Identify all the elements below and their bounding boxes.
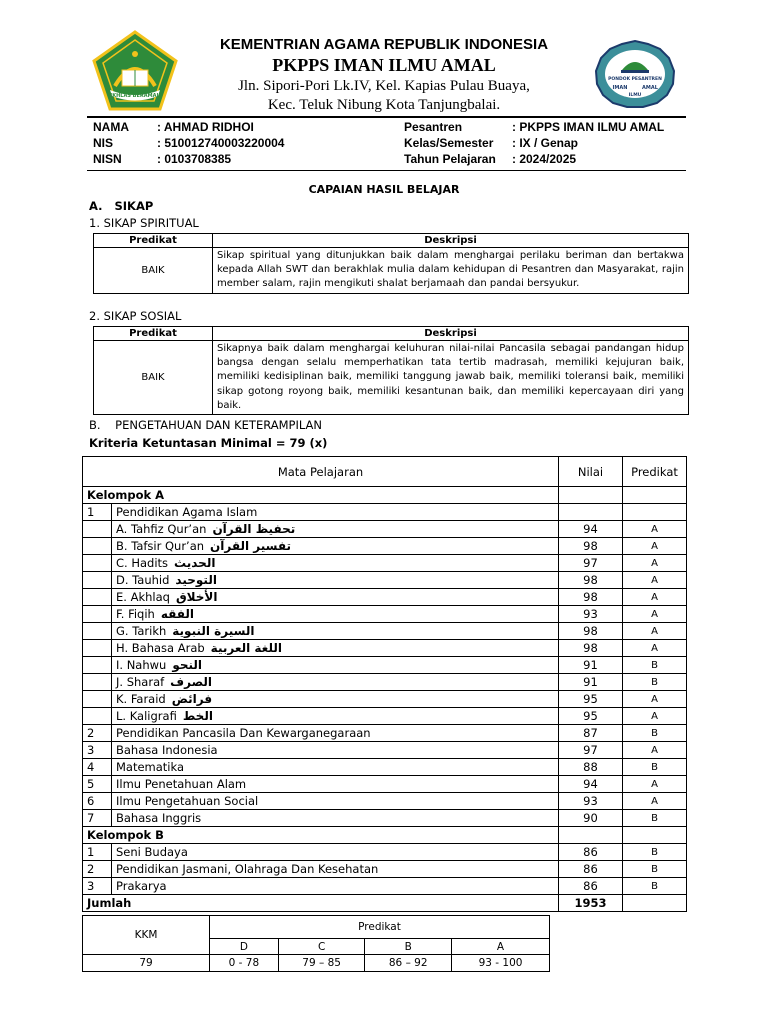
subject-name: Matematika <box>112 759 559 776</box>
subject-row <box>83 844 687 861</box>
subject-no <box>83 572 112 589</box>
pai-predikat <box>623 504 687 521</box>
col-nilai: Nilai <box>559 457 623 487</box>
nis-value: : 510012740003220004 <box>157 136 285 150</box>
grade-range: 79 – 85 <box>278 955 365 972</box>
subject-predikat: A <box>623 623 687 640</box>
address-line-2: Kec. Teluk Nibung Kota Tanjungbalai. <box>267 97 501 113</box>
grade-letter: A <box>452 939 550 955</box>
subject-nilai: 94 <box>559 521 623 538</box>
subject-label: C. Hadits <box>116 556 169 570</box>
subject-row <box>83 538 687 555</box>
subject-name: Pendidikan Jasmani, Olahraga Dan Kesehatan <box>112 861 559 878</box>
report-title: CAPAIAN HASIL BELAJAR <box>308 183 460 196</box>
subject-label: G. Tarikh <box>116 624 167 638</box>
school-address <box>0 77 768 115</box>
svg-text:ILMU: ILMU <box>628 93 642 98</box>
grade-letter: D <box>210 939 279 955</box>
subject-predikat: A <box>623 555 687 572</box>
sosial-col-deskripsi: Deskripsi <box>213 327 689 341</box>
subject-name <box>112 606 559 623</box>
jumlah-value: 1953 <box>559 895 623 912</box>
subject-label: L. Kaligrafi <box>116 709 177 723</box>
col-predikat: Predikat <box>623 457 687 487</box>
spiritual-table <box>93 233 689 294</box>
subject-predikat: A <box>623 640 687 657</box>
subject-nilai: 98 <box>559 538 623 555</box>
subject-row <box>83 725 687 742</box>
subject-name <box>112 572 559 589</box>
school-name: PKPPS IMAN ILMU AMAL <box>272 55 496 75</box>
pai-nilai <box>559 504 623 521</box>
student-info-right <box>404 119 664 167</box>
subject-row <box>83 793 687 810</box>
subject-label: B. Tafsir Qur’an <box>116 539 205 553</box>
kkm-label: KKM <box>83 916 210 955</box>
subject-name <box>112 521 559 538</box>
pesantren-value: : PKPPS IMAN ILMU AMAL <box>512 120 665 134</box>
name-label: NAMA <box>93 120 129 134</box>
subject-arabic: تفسير القرآن <box>210 539 292 553</box>
subject-predikat: A <box>623 589 687 606</box>
subject-name <box>112 657 559 674</box>
spiritual-col-deskripsi: Deskripsi <box>213 234 689 248</box>
subject-predikat: A <box>623 708 687 725</box>
subject-row <box>83 623 687 640</box>
subject-nilai: 97 <box>559 555 623 572</box>
subject-no: 3 <box>83 742 112 759</box>
subject-predikat: A <box>623 521 687 538</box>
subject-predikat: B <box>623 810 687 827</box>
tahun-value: : 2024/2025 <box>512 152 577 166</box>
sosial-table <box>93 326 689 415</box>
subject-name <box>112 674 559 691</box>
jumlah-label: Jumlah <box>83 895 559 912</box>
subject-no <box>83 708 112 725</box>
kkm-value: 79 <box>83 955 210 972</box>
kelompok-a-label: Kelompok A <box>83 487 559 504</box>
subject-predikat: A <box>623 572 687 589</box>
subject-name <box>112 640 559 657</box>
pesantren-label: Pesantren <box>404 120 463 134</box>
subject-name <box>112 708 559 725</box>
svg-text:AMAL: AMAL <box>642 85 658 91</box>
subject-name: Bahasa Inggris <box>112 810 559 827</box>
subject-no <box>83 623 112 640</box>
subject-row <box>83 742 687 759</box>
subject-predikat: B <box>623 844 687 861</box>
kkm-table <box>82 915 550 972</box>
jumlah-row <box>83 895 687 912</box>
subject-arabic: الأخلاق <box>175 590 218 604</box>
subject-name: Prakarya <box>112 878 559 895</box>
subject-arabic: الصرف <box>170 675 213 689</box>
subject-no <box>83 657 112 674</box>
grade-range: 86 – 92 <box>365 955 452 972</box>
kelompok-b-predikat <box>623 827 687 844</box>
subject-nilai: 95 <box>559 708 623 725</box>
subject-nilai: 98 <box>559 640 623 657</box>
subject-row <box>83 691 687 708</box>
subject-no: 6 <box>83 793 112 810</box>
subject-no: 2 <box>83 725 112 742</box>
subject-nilai: 95 <box>559 691 623 708</box>
nisn-label: NISN <box>93 152 122 166</box>
pai-label: Pendidikan Agama Islam <box>112 504 559 521</box>
kelompok-b-label: Kelompok B <box>83 827 559 844</box>
subject-no: 2 <box>83 861 112 878</box>
svg-text:PONDOK PESANTREN: PONDOK PESANTREN <box>608 77 662 82</box>
subject-predikat: B <box>623 657 687 674</box>
grade-range: 93 - 100 <box>452 955 550 972</box>
nisn-value: : 0103708385 <box>157 152 232 166</box>
subject-label: H. Bahasa Arab <box>116 641 205 655</box>
subject-label: I. Nahwu <box>116 658 167 672</box>
subject-predikat: A <box>623 776 687 793</box>
kelompok-a-predikat <box>623 487 687 504</box>
col-mata-pelajaran: Mata Pelajaran <box>83 457 559 487</box>
subject-row <box>83 708 687 725</box>
subject-name: Seni Budaya <box>112 844 559 861</box>
subject-no <box>83 606 112 623</box>
spiritual-predikat: BAIK <box>94 248 213 294</box>
header-divider <box>87 116 686 118</box>
subject-nilai: 86 <box>559 844 623 861</box>
kelas-value: : IX / Genap <box>512 136 579 150</box>
subject-arabic: تحفيظ القرآن <box>212 522 296 536</box>
spiritual-col-predikat: Predikat <box>94 234 213 248</box>
subject-row <box>83 572 687 589</box>
subject-no <box>83 691 112 708</box>
spiritual-deskripsi: Sikap spiritual yang ditunjukkan baik dalam menghargai perilaku beriman dan bertakwa kepada Allah SWT dan berakhlak mulia dalam kehidupan di Pesantren dan Masyarakat, rajin member salam, rajin mengikuti shalat berjamaah dan pandai bersyukur. <box>213 248 689 294</box>
subject-arabic: فرائض <box>171 692 213 706</box>
subject-arabic: التوحيد <box>175 573 217 587</box>
subject-name: Bahasa Indonesia <box>112 742 559 759</box>
sosial-col-predikat: Predikat <box>94 327 213 341</box>
subject-nilai: 97 <box>559 742 623 759</box>
subject-row <box>83 861 687 878</box>
address-line-1: Jln. Sipori-Pori Lk.IV, Kel. Kapias Pulau Buaya, <box>238 78 530 94</box>
subject-nilai: 90 <box>559 810 623 827</box>
subject-label: E. Akhlaq <box>116 590 170 604</box>
subject-predikat: A <box>623 538 687 555</box>
subject-nilai: 94 <box>559 776 623 793</box>
subject-nilai: 91 <box>559 657 623 674</box>
tahun-label: Tahun Pelajaran <box>404 152 496 166</box>
subject-predikat: A <box>623 606 687 623</box>
subject-nilai: 86 <box>559 861 623 878</box>
subject-name <box>112 623 559 640</box>
subject-nilai: 88 <box>559 759 623 776</box>
subject-predikat: B <box>623 861 687 878</box>
subject-no: 1 <box>83 844 112 861</box>
info-divider <box>87 170 686 171</box>
grade-letter: C <box>278 939 365 955</box>
subject-nilai: 87 <box>559 725 623 742</box>
sosial-predikat: BAIK <box>94 341 213 415</box>
subject-nilai: 86 <box>559 878 623 895</box>
subject-row <box>83 674 687 691</box>
subject-nilai: 98 <box>559 572 623 589</box>
sosial-label: 2. SIKAP SOSIAL <box>89 309 182 323</box>
subject-no <box>83 674 112 691</box>
subject-arabic: الحديث <box>174 556 216 570</box>
subject-arabic: اللغة العربية <box>210 641 282 655</box>
subject-label: J. Sharaf <box>116 675 165 689</box>
subject-row <box>83 640 687 657</box>
subject-nilai: 93 <box>559 793 623 810</box>
subject-no: 4 <box>83 759 112 776</box>
subject-predikat: B <box>623 674 687 691</box>
subject-no: 3 <box>83 878 112 895</box>
name-value: : AHMAD RIDHOI <box>157 120 254 134</box>
subject-no <box>83 555 112 572</box>
subject-row <box>83 776 687 793</box>
kelompok-a-nilai <box>559 487 623 504</box>
subject-arabic: الفقه <box>160 607 195 621</box>
subject-nilai: 98 <box>559 589 623 606</box>
subject-name: Pendidikan Pancasila Dan Kewarganegaraan <box>112 725 559 742</box>
subject-row <box>83 878 687 895</box>
student-info-left <box>93 119 284 167</box>
subject-name <box>112 555 559 572</box>
subject-nilai: 98 <box>559 623 623 640</box>
subject-arabic: النحو <box>172 658 203 672</box>
kkm-criteria: Kriteria Ketuntasan Minimal = 79 (x) <box>89 436 328 450</box>
grades-table <box>82 456 687 912</box>
subject-label: F. Fiqih <box>116 607 155 621</box>
subject-row <box>83 589 687 606</box>
subject-label: D. Tauhid <box>116 573 170 587</box>
subject-arabic: الخط <box>182 709 213 723</box>
grade-range: 0 - 78 <box>210 955 279 972</box>
subject-name: Ilmu Penetahuan Alam <box>112 776 559 793</box>
subject-predikat: A <box>623 742 687 759</box>
subject-row <box>83 521 687 538</box>
jumlah-predikat <box>623 895 687 912</box>
subject-row <box>83 555 687 572</box>
subject-nilai: 91 <box>559 674 623 691</box>
subject-no: 7 <box>83 810 112 827</box>
ministry-name: KEMENTRIAN AGAMA REPUBLIK INDONESIA <box>219 36 549 53</box>
spiritual-label: 1. SIKAP SPIRITUAL <box>89 216 199 230</box>
sosial-deskripsi: Sikapnya baik dalam menghargai keluhuran nilai-nilai Pancasila sebagai pandangan hidup bangsa dengan selalu memperhatikan tata tertib madrasah, memiliki kejujuran baik, memiliki kedisiplinan baik, memiliki tanggung jawab baik, memiliki toleransi baik, memiliki sikap gotong royong baik, memiliki kesantunan baik, dan memiliki kepercayaan diri yang baik. <box>213 341 689 415</box>
subject-row <box>83 759 687 776</box>
kelas-label: Kelas/Semester <box>404 136 494 150</box>
subject-nilai: 93 <box>559 606 623 623</box>
subject-label: K. Faraid <box>116 692 166 706</box>
kelompok-b-nilai <box>559 827 623 844</box>
subject-name <box>112 538 559 555</box>
kelompok-b-row <box>83 827 687 844</box>
nis-label: NIS <box>93 136 114 150</box>
subject-row <box>83 606 687 623</box>
subject-no <box>83 640 112 657</box>
grade-letter: B <box>365 939 452 955</box>
section-a-heading: A. SIKAP <box>89 199 154 213</box>
subject-no <box>83 589 112 606</box>
subject-name: Ilmu Pengetahuan Social <box>112 793 559 810</box>
subject-no <box>83 538 112 555</box>
subject-no: 5 <box>83 776 112 793</box>
subject-predikat: A <box>623 793 687 810</box>
section-b-heading: B. PENGETAHUAN DAN KETERAMPILAN <box>89 418 322 432</box>
subject-row <box>83 657 687 674</box>
subject-predikat: A <box>623 691 687 708</box>
subject-name <box>112 589 559 606</box>
subject-arabic: السيرة النبوية <box>172 624 255 638</box>
svg-text:IMAN: IMAN <box>612 85 628 91</box>
subject-predikat: B <box>623 725 687 742</box>
subject-label: A. Tahfiz Qur’an <box>116 522 207 536</box>
subject-predikat: B <box>623 759 687 776</box>
subject-predikat: B <box>623 878 687 895</box>
pai-number: 1 <box>83 504 112 521</box>
subject-no <box>83 521 112 538</box>
predikat-label: Predikat <box>210 916 550 939</box>
subject-row <box>83 810 687 827</box>
svg-text:IKHLAS BERAMAL: IKHLAS BERAMAL <box>110 93 160 99</box>
subject-name <box>112 691 559 708</box>
